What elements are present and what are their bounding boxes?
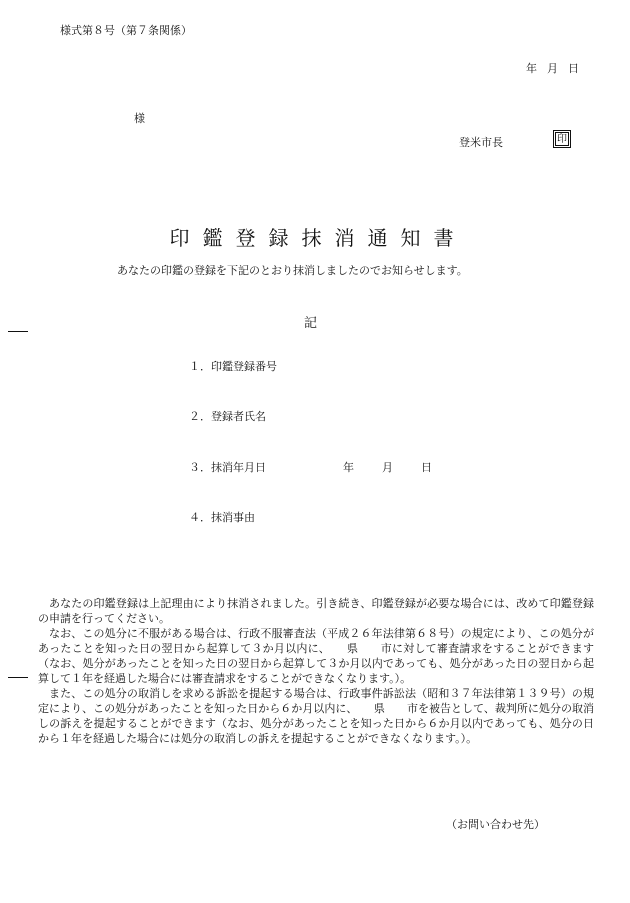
notice-paragraph-appeal: なお、この処分に不服がある場合は、行政不服審査法（平成２６年法律第６８号）の規定により、この処分があったことを知った日の翌日から起算して３か月以内に、 県 市に対して審査請求をすることができます（なお、処分があったことを知った日の翌日から起算して３か月以内であっても、処分があった日の翌日から起算して１年を経過した場合には審査請求をすることができなくなります。）。 bbox=[38, 627, 594, 685]
cancel-day-label: 日 bbox=[421, 461, 432, 474]
cancel-year-label: 年 bbox=[343, 461, 354, 474]
item-cancel-reason bbox=[189, 509, 255, 525]
seal-mark: 印 bbox=[557, 134, 567, 145]
item-cancel-date bbox=[189, 459, 266, 475]
date-year-label: 年 bbox=[526, 62, 537, 75]
document-title: 印鑑登録抹消通知書 bbox=[169, 226, 467, 250]
issuer-name: 登米市長 bbox=[459, 136, 503, 149]
item-seal-number bbox=[189, 358, 277, 374]
notice-paragraph-reregister: あなたの印鑑登録は上記理由により抹消されました。引き続き、印鑑登録が必要な場合には、改めて印鑑登録の申請を行ってください。 bbox=[38, 597, 594, 625]
item-registrant-name bbox=[189, 408, 266, 424]
notice-paragraph-lawsuit: また、この処分の取消しを求める訴訟を提起する場合は、行政事件訴訟法（昭和３７年法律第１３９号）の規定により、この処分があったことを知った日から６か月以内に、 県 市を被告として、裁判所に処分の取消しの訴えを提起することができます（なお、処分があったことを知った日から６か月以内であっても、処分の日から１年を経過した場合には処分の取消しの訴えを提起することができなくなります。）。 bbox=[38, 687, 594, 745]
item-label: 登録者氏名 bbox=[211, 410, 266, 423]
item-number: ２． bbox=[189, 410, 211, 423]
recipient-suffix: 様 bbox=[134, 112, 145, 125]
item-label: 抹消事由 bbox=[211, 511, 255, 524]
cancel-month-label: 月 bbox=[382, 461, 393, 474]
cancel-date-fields bbox=[343, 459, 460, 475]
item-number: ４． bbox=[189, 511, 211, 524]
item-label: 抹消年月日 bbox=[211, 461, 266, 474]
ki-heading: 記 bbox=[304, 316, 318, 331]
notice-text bbox=[38, 596, 594, 746]
date-day-label: 日 bbox=[568, 62, 579, 75]
fold-mark-top bbox=[8, 331, 28, 332]
intro-text: あなたの印鑑の登録を下記のとおり抹消しましたのでお知らせします。 bbox=[117, 264, 468, 277]
date-month-label: 月 bbox=[547, 62, 558, 75]
issue-date bbox=[526, 60, 579, 76]
form-number: 様式第８号（第７条関係） bbox=[60, 24, 192, 37]
contact-label: （お問い合わせ先） bbox=[446, 818, 545, 831]
fold-mark-bottom bbox=[8, 677, 28, 678]
item-label: 印鑑登録番号 bbox=[211, 360, 277, 373]
item-number: ３． bbox=[189, 461, 211, 474]
item-number: １． bbox=[189, 360, 211, 373]
